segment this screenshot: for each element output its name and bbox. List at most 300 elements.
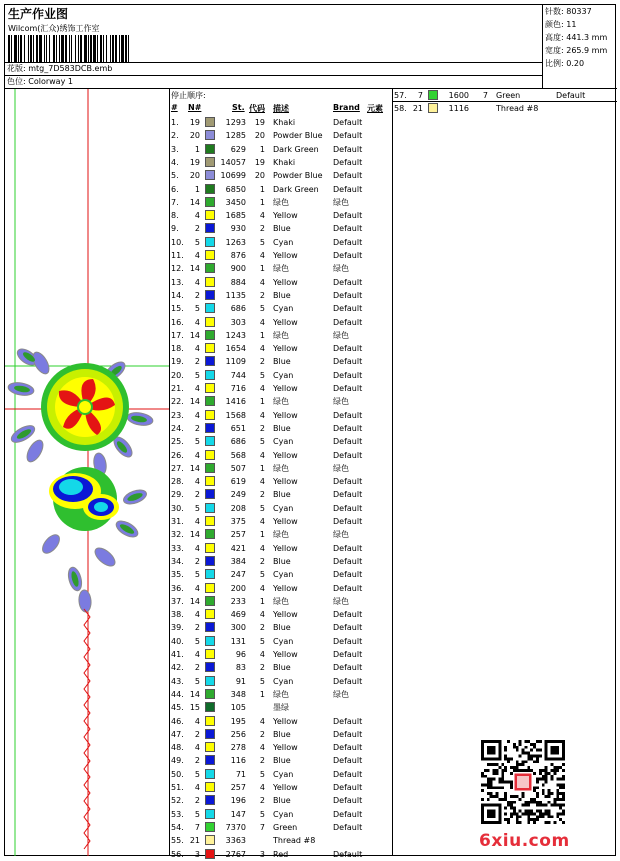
color-code: 1 xyxy=(259,530,265,540)
table-row xyxy=(171,355,393,368)
thread-brand: Default xyxy=(333,650,363,659)
color-swatch xyxy=(205,556,215,566)
color-description: 绿色 xyxy=(273,397,289,407)
needle-number: 1 xyxy=(194,184,200,194)
color-description: Yellow xyxy=(273,384,298,393)
stitch-count: 507 xyxy=(230,463,246,473)
table-row xyxy=(171,661,393,674)
color-description: Yellow xyxy=(273,211,298,221)
thread-brand: Default xyxy=(333,822,363,832)
needle-number: 4 xyxy=(194,384,200,393)
needle-number: 20 xyxy=(189,171,200,181)
color-code: 4 xyxy=(259,783,265,792)
color-code: 4 xyxy=(259,344,265,354)
stitch-count: 257 xyxy=(230,783,246,792)
color-swatch xyxy=(205,476,215,486)
needle-number: 4 xyxy=(194,543,200,553)
color-description: Blue xyxy=(273,796,291,806)
color-description: Dark Green xyxy=(273,144,319,154)
row-number: 33. xyxy=(171,543,184,553)
color-swatch xyxy=(205,436,215,446)
row-number: 14. xyxy=(171,290,184,300)
color-swatch xyxy=(205,596,215,606)
table-row xyxy=(171,329,393,342)
stitch-count: 884 xyxy=(230,277,246,287)
row-number: 53. xyxy=(171,809,184,819)
page-title: 生产作业图 xyxy=(8,7,69,21)
table-row xyxy=(171,475,393,488)
color-description: Khaki xyxy=(273,118,296,127)
stitch-count: 1654 xyxy=(225,344,246,354)
table-row xyxy=(171,688,393,701)
row-number: 46. xyxy=(171,716,184,726)
thread-brand: Default xyxy=(333,344,363,354)
needle-number: 15 xyxy=(189,703,200,713)
thread-brand: Default xyxy=(333,490,363,500)
row-number: 58. xyxy=(394,104,407,113)
stitch-count: 2767 xyxy=(225,849,246,859)
thread-brand: Default xyxy=(333,211,363,221)
row-number: 7. xyxy=(171,197,179,207)
color-description: Yellow xyxy=(273,410,298,420)
color-description: 绿色 xyxy=(273,264,289,274)
table-row xyxy=(171,129,393,142)
stitch-count: 421 xyxy=(230,543,246,553)
stitch-count: 900 xyxy=(230,264,246,274)
thread-brand: Default xyxy=(333,543,363,553)
thread-brand: Default xyxy=(333,809,363,819)
color-swatch xyxy=(205,809,215,819)
table-row xyxy=(171,222,393,235)
stitch-count: 147 xyxy=(230,809,246,819)
table-row xyxy=(171,342,393,355)
color-description: Khaki xyxy=(273,157,296,167)
color-swatch xyxy=(205,622,215,632)
needle-number: 14 xyxy=(189,397,200,407)
needle-number: 4 xyxy=(194,211,200,221)
color-code: 19 xyxy=(254,157,265,167)
production-sheet xyxy=(4,4,616,859)
color-swatch xyxy=(205,489,215,499)
color-swatch xyxy=(205,689,215,699)
color-description: Cyan xyxy=(273,676,294,686)
stitch-count: 105 xyxy=(230,703,246,713)
needle-number: 5 xyxy=(194,437,200,447)
color-swatch xyxy=(205,609,215,619)
needle-number: 5 xyxy=(194,636,200,646)
table-row xyxy=(171,542,393,555)
stitch-count: 256 xyxy=(230,729,246,739)
color-code: 1 xyxy=(259,197,265,207)
color-swatch xyxy=(205,543,215,553)
needle-number: 2 xyxy=(194,556,200,566)
thread-brand: 绿色 xyxy=(333,463,349,473)
color-swatch xyxy=(205,250,215,260)
thread-brand: Default xyxy=(333,769,363,779)
color-description: Cyan xyxy=(273,636,294,646)
row-number: 24. xyxy=(171,423,184,433)
color-swatch xyxy=(205,769,215,779)
color-description: Blue xyxy=(273,290,291,300)
needle-number: 4 xyxy=(194,251,200,260)
color-description: Powder Blue xyxy=(273,171,323,181)
row-number: 3. xyxy=(171,144,179,154)
thread-brand: Default xyxy=(333,304,363,314)
needle-number: 2 xyxy=(194,623,200,633)
thread-brand: Default xyxy=(333,370,363,380)
needle-number: 2 xyxy=(194,423,200,433)
row-number: 26. xyxy=(171,450,184,460)
color-description: Thread #8 xyxy=(273,836,316,846)
color-description: Green xyxy=(496,91,521,100)
row-number: 34. xyxy=(171,556,184,566)
row-number: 4. xyxy=(171,157,179,167)
stitch-count: 375 xyxy=(230,517,246,526)
divider xyxy=(169,88,170,856)
stitch-count: 200 xyxy=(230,583,246,593)
row-number: 2. xyxy=(171,131,179,141)
table-row xyxy=(171,701,393,714)
stitch-count: 1416 xyxy=(225,397,246,407)
table-row xyxy=(171,236,393,249)
row-number: 25. xyxy=(171,437,184,447)
color-code: 2 xyxy=(259,729,265,739)
color-swatch xyxy=(205,822,215,832)
color-code: 5 xyxy=(259,237,265,247)
color-description: Blue xyxy=(273,490,291,500)
stitch-count: 83 xyxy=(235,663,246,673)
needle-number: 4 xyxy=(194,344,200,354)
color-description: Cyan xyxy=(273,370,294,380)
thread-brand: Default xyxy=(333,570,363,580)
color-code: 5 xyxy=(259,503,265,513)
color-swatch xyxy=(205,303,215,313)
color-code: 4 xyxy=(259,716,265,726)
table-row xyxy=(171,262,393,275)
color-description: Green xyxy=(273,822,298,832)
thread-brand: Default xyxy=(333,729,363,739)
color-description: Cyan xyxy=(273,237,294,247)
color-code: 4 xyxy=(259,450,265,460)
needle-number: 14 xyxy=(189,689,200,699)
color-description: Yellow xyxy=(273,543,298,553)
color-swatch xyxy=(205,343,215,353)
needle-number: 14 xyxy=(189,463,200,473)
stitch-count: 208 xyxy=(230,503,246,513)
col-header-description: 描述 xyxy=(273,104,289,113)
thread-brand: Default xyxy=(333,144,363,154)
color-swatch xyxy=(205,223,215,233)
row-number: 15. xyxy=(171,304,184,314)
color-code: 1 xyxy=(259,689,265,699)
thread-brand: 绿色 xyxy=(333,596,349,606)
stitch-count: 1135 xyxy=(225,290,246,300)
row-number: 39. xyxy=(171,623,184,633)
table-row xyxy=(171,834,393,847)
row-number: 50. xyxy=(171,769,184,779)
color-code: 4 xyxy=(259,317,265,327)
color-swatch xyxy=(205,277,215,287)
thread-brand: Default xyxy=(333,517,363,526)
needle-number: 2 xyxy=(194,756,200,766)
needle-number: 14 xyxy=(189,264,200,274)
color-description: Blue xyxy=(273,423,291,433)
stitch-count: 257 xyxy=(230,530,246,540)
thread-brand: Default xyxy=(333,849,363,859)
table-row xyxy=(171,183,393,196)
row-number: 11. xyxy=(171,251,184,260)
color-code: 4 xyxy=(259,650,265,659)
color-swatch xyxy=(205,356,215,366)
stitch-count: 249 xyxy=(230,490,246,500)
thread-brand: Default xyxy=(333,437,363,447)
needle-number: 3 xyxy=(194,849,200,859)
row-number: 31. xyxy=(171,517,184,526)
needle-number: 21 xyxy=(189,836,200,846)
needle-number: 5 xyxy=(194,676,200,686)
needle-number: 4 xyxy=(194,517,200,526)
color-description: 墨绿 xyxy=(273,703,289,713)
stitch-count: 10699 xyxy=(220,171,246,181)
needle-number: 5 xyxy=(194,304,200,314)
thread-brand: Default xyxy=(333,251,363,260)
table-row xyxy=(171,568,393,581)
row-number: 42. xyxy=(171,663,184,673)
color-code: 3 xyxy=(259,849,265,859)
table-row xyxy=(171,488,393,501)
thread-brand: 绿色 xyxy=(333,264,349,274)
company-name: Wilcom(汇众)绣饰工作室 xyxy=(8,24,100,33)
color-code: 20 xyxy=(254,131,265,141)
stitch-count: 96 xyxy=(235,650,246,659)
table-row xyxy=(171,635,393,648)
needle-number: 14 xyxy=(189,197,200,207)
stitch-count: 300 xyxy=(230,623,246,633)
color-swatch xyxy=(205,702,215,712)
color-code: 20 xyxy=(254,171,265,181)
needle-number: 2 xyxy=(194,490,200,500)
stitch-count: 348 xyxy=(230,689,246,699)
stitch-count: 91 xyxy=(235,676,246,686)
stitch-count: 1116 xyxy=(448,104,469,113)
color-description: Red xyxy=(273,849,289,859)
stitch-count: 876 xyxy=(230,251,246,260)
table-row xyxy=(171,794,393,807)
table-row xyxy=(171,369,393,382)
color-code: 2 xyxy=(259,290,265,300)
color-description: Yellow xyxy=(273,344,298,354)
color-swatch xyxy=(205,383,215,393)
stitch-count: 1263 xyxy=(225,237,246,247)
thread-brand: Default xyxy=(333,423,363,433)
color-swatch xyxy=(205,330,215,340)
row-number: 49. xyxy=(171,756,184,766)
color-swatch xyxy=(205,423,215,433)
color-code: 1 xyxy=(259,397,265,407)
needle-number: 21 xyxy=(412,104,423,113)
color-description: Cyan xyxy=(273,570,294,580)
row-number: 38. xyxy=(171,610,184,620)
color-swatch xyxy=(205,742,215,752)
thread-brand: Default xyxy=(333,663,363,673)
thread-brand: Default xyxy=(333,184,363,194)
color-code: 5 xyxy=(259,636,265,646)
stitch-count: 716 xyxy=(230,384,246,393)
needle-number: 7 xyxy=(417,91,423,100)
color-description: Blue xyxy=(273,357,291,367)
table-row xyxy=(171,289,393,302)
color-code: 7 xyxy=(259,822,265,832)
color-description: Yellow xyxy=(273,517,298,526)
color-description: Yellow xyxy=(273,583,298,593)
stitch-count: 278 xyxy=(230,743,246,753)
needle-number: 4 xyxy=(194,783,200,792)
table-row xyxy=(171,143,393,156)
color-code: 2 xyxy=(259,224,265,234)
row-number: 48. xyxy=(171,743,184,753)
color-code: 1 xyxy=(259,144,265,154)
table-row xyxy=(171,528,393,541)
row-number: 57. xyxy=(394,91,407,100)
row-number: 41. xyxy=(171,650,184,659)
needle-number: 1 xyxy=(194,144,200,154)
color-swatch xyxy=(205,237,215,247)
table-row xyxy=(171,715,393,728)
row-number: 45. xyxy=(171,703,184,713)
table-row xyxy=(171,608,393,621)
col-header-stitches: St. xyxy=(232,103,245,112)
thread-brand: 绿色 xyxy=(333,530,349,540)
color-code: 5 xyxy=(259,676,265,686)
needle-number: 19 xyxy=(189,118,200,127)
spec-item: 宽度: 265.9 mm xyxy=(545,46,608,55)
color-code: 1 xyxy=(259,330,265,340)
table-row xyxy=(171,728,393,741)
color-description: Blue xyxy=(273,756,291,766)
thread-brand: Default xyxy=(333,796,363,806)
needle-number: 5 xyxy=(194,809,200,819)
color-description: Yellow xyxy=(273,716,298,726)
thread-brand: Default xyxy=(333,290,363,300)
color-code: 2 xyxy=(259,663,265,673)
row-number: 40. xyxy=(171,636,184,646)
needle-number: 2 xyxy=(194,224,200,234)
stitch-count: 116 xyxy=(230,756,246,766)
needle-number: 4 xyxy=(194,650,200,659)
color-description: Yellow xyxy=(273,317,298,327)
stitch-count: 1109 xyxy=(225,357,246,367)
row-number: 44. xyxy=(171,689,184,699)
thread-brand: Default xyxy=(333,756,363,766)
needle-number: 14 xyxy=(189,530,200,540)
table-row xyxy=(171,409,393,422)
table-row xyxy=(171,502,393,515)
color-description: 绿色 xyxy=(273,596,289,606)
stitch-count: 619 xyxy=(230,477,246,487)
stitch-count: 195 xyxy=(230,716,246,726)
color-swatch xyxy=(205,729,215,739)
color-swatch xyxy=(205,170,215,180)
needle-number: 4 xyxy=(194,610,200,620)
row-number: 20. xyxy=(171,370,184,380)
needle-number: 4 xyxy=(194,743,200,753)
color-description: Yellow xyxy=(273,277,298,287)
stitch-count: 71 xyxy=(235,769,246,779)
divider xyxy=(5,75,543,76)
color-description: Yellow xyxy=(273,610,298,620)
row-number: 30. xyxy=(171,503,184,513)
color-swatch xyxy=(205,197,215,207)
color-code: 2 xyxy=(259,490,265,500)
table-row xyxy=(171,116,393,129)
color-description: Yellow xyxy=(273,251,298,260)
site-watermark: 6xiu.com xyxy=(479,831,570,851)
color-code: 2 xyxy=(259,556,265,566)
stitch-count: 233 xyxy=(230,596,246,606)
needle-number: 2 xyxy=(194,796,200,806)
color-code: 4 xyxy=(259,543,265,553)
spec-item: 高度: 441.3 mm xyxy=(545,33,608,42)
color-code: 4 xyxy=(259,251,265,260)
thread-brand: Default xyxy=(333,610,363,620)
table-row xyxy=(171,781,393,794)
table-row xyxy=(171,754,393,767)
color-code: 1 xyxy=(259,184,265,194)
color-swatch xyxy=(205,370,215,380)
color-code: 5 xyxy=(259,304,265,314)
col-header-elements: 元素 xyxy=(367,104,383,113)
color-swatch xyxy=(205,583,215,593)
color-swatch xyxy=(205,130,215,140)
color-swatch xyxy=(428,103,438,113)
stitch-count: 1685 xyxy=(225,211,246,221)
stitch-count: 3363 xyxy=(225,836,246,846)
color-description: Blue xyxy=(273,556,291,566)
color-description: Yellow xyxy=(273,783,298,792)
color-description: Cyan xyxy=(273,304,294,314)
stitch-count: 1243 xyxy=(225,330,246,340)
color-code: 1 xyxy=(259,264,265,274)
color-swatch xyxy=(205,516,215,526)
color-description: 绿色 xyxy=(273,689,289,699)
row-number: 56. xyxy=(171,849,184,859)
row-number: 47. xyxy=(171,729,184,739)
stitch-count: 686 xyxy=(230,304,246,314)
thread-brand: Default xyxy=(333,384,363,393)
thread-brand: Default xyxy=(333,171,363,181)
thread-brand: Default xyxy=(556,91,586,100)
color-swatch xyxy=(205,795,215,805)
color-code: 4 xyxy=(259,743,265,753)
thread-brand: 绿色 xyxy=(333,330,349,340)
stitch-count: 469 xyxy=(230,610,246,620)
stitch-count: 629 xyxy=(230,144,246,154)
color-swatch xyxy=(205,450,215,460)
color-code: 1 xyxy=(259,463,265,473)
table-row xyxy=(171,422,393,435)
spec-item: 针数: 80337 xyxy=(545,7,592,16)
color-swatch xyxy=(205,396,215,406)
stitch-count: 651 xyxy=(230,423,246,433)
needle-number: 5 xyxy=(194,237,200,247)
thread-brand: Default xyxy=(333,583,363,593)
row-number: 12. xyxy=(171,264,184,274)
needle-number: 14 xyxy=(189,596,200,606)
color-code: 5 xyxy=(259,370,265,380)
color-swatch xyxy=(205,755,215,765)
needle-number: 4 xyxy=(194,317,200,327)
stitch-count: 303 xyxy=(230,317,246,327)
